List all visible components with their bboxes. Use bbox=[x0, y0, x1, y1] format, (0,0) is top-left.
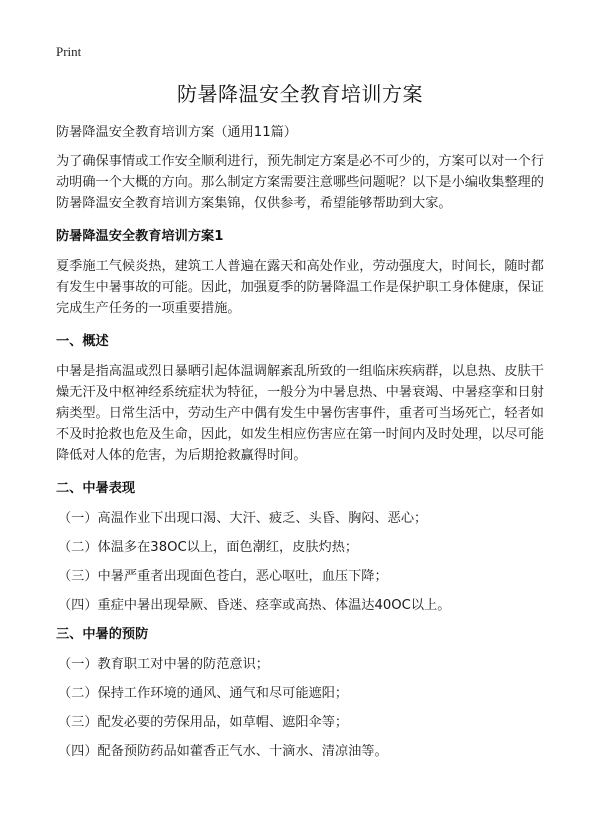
list-item: （三）中暑严重者出现面色苍白，恶心呕吐，血压下降； bbox=[58, 569, 388, 584]
document-body bbox=[56, 122, 548, 770]
list-item: （四）配备预防药品如藿香正气水、十滴水、清凉油等。 bbox=[58, 744, 388, 759]
list-item: （二）体温多在38OC以上，面色潮红，皮肤灼热； bbox=[58, 540, 359, 555]
symptoms-heading: 二、中暑表现 bbox=[56, 481, 136, 496]
section1-paragraph: 夏季施工气候炎热，建筑工人普遍在露天和高处作业，劳动强度大，时间长，随时都有发生中暑事故的可能。因此，加强夏季的防暑降温工作是保护职工身体健康，保证完成生产任务的一项重要措施。 bbox=[56, 259, 544, 316]
symptoms-list bbox=[56, 508, 548, 616]
intro-paragraph: 为了确保事情或工作安全顺利进行，预先制定方案是必不可少的，方案可以对一个行动明确一个大概的方向。那么制定方案需要注意哪些问题呢？以下是小编收集整理的防暑降温安全教育培训方案集锦，仅供参考，希望能够帮助到大家。 bbox=[56, 154, 544, 211]
list-item: （一）高温作业下出现口渴、大汗、疲乏、头昏、胸闷、恶心； bbox=[58, 511, 428, 526]
overview-paragraph: 中暑是指高温或烈日暴晒引起体温调解紊乱所致的一组临床疾病群，以息热、皮肤干燥无汗及中枢神经系统症状为特征，一般分为中暑息热、中暑衰竭、中暑痉挛和日射病类型。日常生活中，劳动生产中偶有发生中暑伤害事件，重者可当场死亡，轻者如不及时抢救也危及生命，因此，如发生相应伤害应在第一时间内及时处理，以尽可能降低对人体的危害，为后期抢救赢得时间。 bbox=[56, 364, 544, 463]
prevention-list bbox=[56, 654, 548, 762]
print-label: Print bbox=[56, 44, 82, 59]
list-item: （四）重症中暑出现晕厥、昏迷、痉挛或高热、体温达40OC以上。 bbox=[58, 598, 451, 613]
overview-heading: 一、概述 bbox=[56, 334, 109, 349]
list-item: （一）教育职工对中暑的防范意识； bbox=[58, 657, 269, 672]
list-item: （二）保持工作环境的通风、通气和尽可能遮阳； bbox=[58, 686, 349, 701]
section1-heading: 防暑降温安全教育培训方案1 bbox=[56, 229, 224, 244]
prevention-heading: 三、中暑的预防 bbox=[56, 627, 149, 642]
list-item: （三）配发必要的劳保用品，如草帽、遮阳伞等； bbox=[58, 715, 349, 730]
document-subtitle: 防暑降温安全教育培训方案（通用11篇） bbox=[56, 125, 297, 140]
page-title: 防暑降温安全教育培训方案 bbox=[177, 82, 423, 106]
